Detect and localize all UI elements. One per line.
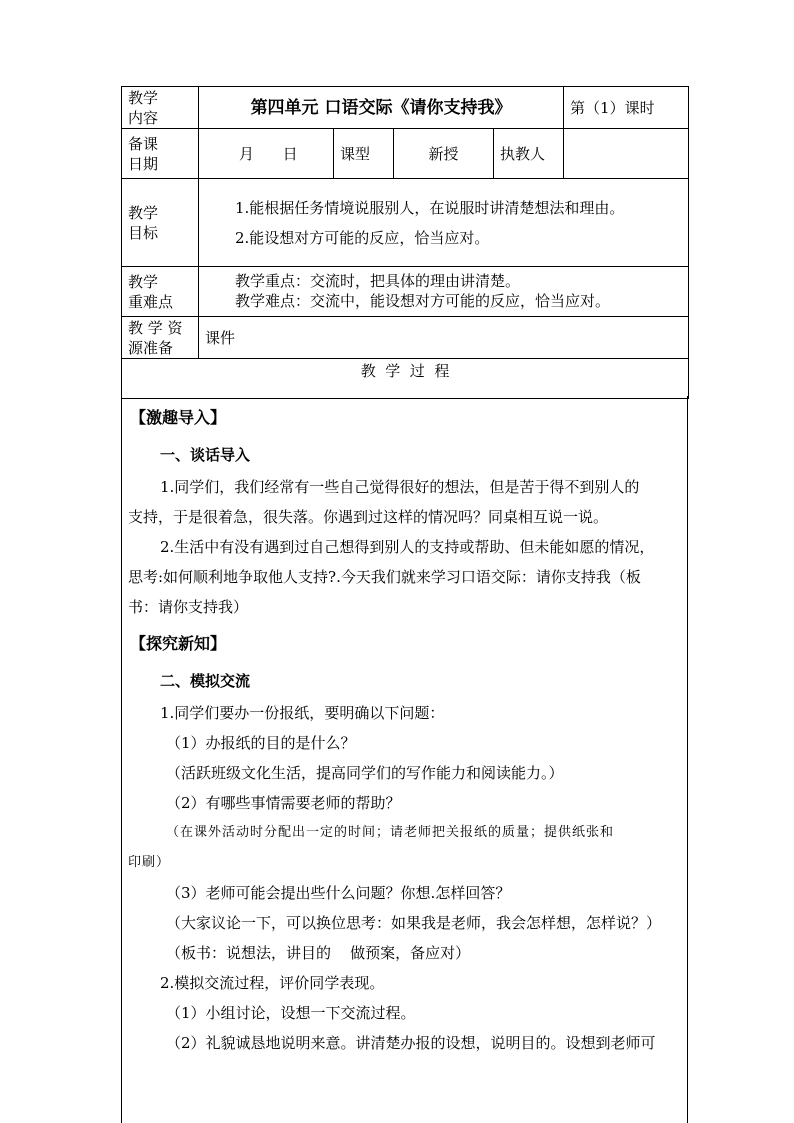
paragraph-line: 2.模拟交流过程，评价同学表现。: [160, 974, 385, 992]
keypoints-cell: [199, 267, 689, 317]
resources-value: 课件: [199, 317, 689, 359]
paragraph-line: （活跃班级文化生活，提高同学们的写作能力和阅读能力。）: [166, 764, 564, 782]
paragraph-line: 1.同学们要办一份报纸，要明确以下问题：: [160, 704, 445, 722]
teacher-label: 执教人: [494, 129, 564, 179]
content-label: 教学 内容: [122, 87, 199, 129]
paragraph-line: 2.生活中有没有遇到过自己想得到别人的支持或帮助、但未能如愿的情况，: [160, 538, 655, 556]
subsection-title: 二、模拟交流: [160, 672, 251, 690]
paragraph-line: （3）老师可能会提出些什么问题？你想.怎样回答？: [166, 884, 511, 902]
lesson-info-table: [121, 86, 689, 399]
teaching-process-body: [121, 396, 688, 1123]
date-value: 月 日: [199, 129, 334, 179]
section-title: 【探究新知】: [130, 634, 227, 653]
subsection-title: 一、谈话导入: [160, 446, 251, 464]
date-label: 备课 日期: [122, 129, 199, 179]
paragraph-line: 1.同学们，我们经常有一些自己觉得很好的想法，但是苦于得不到别人的: [160, 478, 640, 496]
keypoint-item: 教学重点：交流时，把具体的理由讲清楚。: [235, 272, 521, 290]
paragraph-line: 支持，于是很着急，很失落。你遇到过这样的情况吗？同桌相互说一说。: [128, 508, 609, 526]
keypoint-item: 教学难点：交流中，能设想对方可能的反应，恰当应对。: [235, 292, 611, 310]
paragraph-line: （1）小组讨论，设想一下交流过程。: [166, 1004, 416, 1022]
goal-item: 2.能设想对方可能的反应，恰当应对。: [235, 228, 490, 247]
type-label: 课型: [334, 129, 394, 179]
paragraph-line: （2）礼貌诚恳地说明来意。讲清楚办报的设想，说明目的。设想到老师可: [166, 1034, 656, 1052]
paragraph-line: （1）办报纸的目的是什么？: [166, 734, 356, 752]
paragraph-line: （在课外活动时分配出一定的时间；请老师把关报纸的质量；提供纸张和: [166, 825, 615, 840]
paragraph-line: （大家议论一下，可以换位思考：如果我是老师，我会怎样想，怎样说？）: [166, 914, 662, 932]
paragraph-line: （2）有哪些事情需要老师的帮助？: [166, 794, 401, 812]
paragraph-line: （板书：说想法，讲目的 做预案，备应对）: [166, 944, 471, 962]
lesson-number: 第（1）课时: [564, 87, 689, 129]
goal-item: 1.能根据任务情境说服别人，在说服时讲清楚想法和理由。: [235, 198, 625, 217]
keypoints-label: 教学 重难点: [122, 267, 199, 317]
section-title: 【激趣导入】: [130, 408, 227, 427]
lesson-title: 第四单元 口语交际《请你支持我》: [199, 87, 564, 129]
process-heading: 教 学 过 程: [122, 359, 689, 399]
paragraph-line: 思考:如何顺利地争取他人支持?.今天我们就来学习口语交际：请你支持我（板: [128, 568, 641, 586]
paragraph-line: 书：请你支持我）: [128, 598, 249, 616]
goals-cell: [199, 179, 689, 267]
teacher-value: [564, 129, 689, 179]
goals-label: 教学 目标: [122, 179, 199, 267]
resources-label: 教 学 资 源准备: [122, 317, 199, 359]
type-value: 新授: [394, 129, 494, 179]
paragraph-line: 印刷）: [128, 855, 171, 870]
